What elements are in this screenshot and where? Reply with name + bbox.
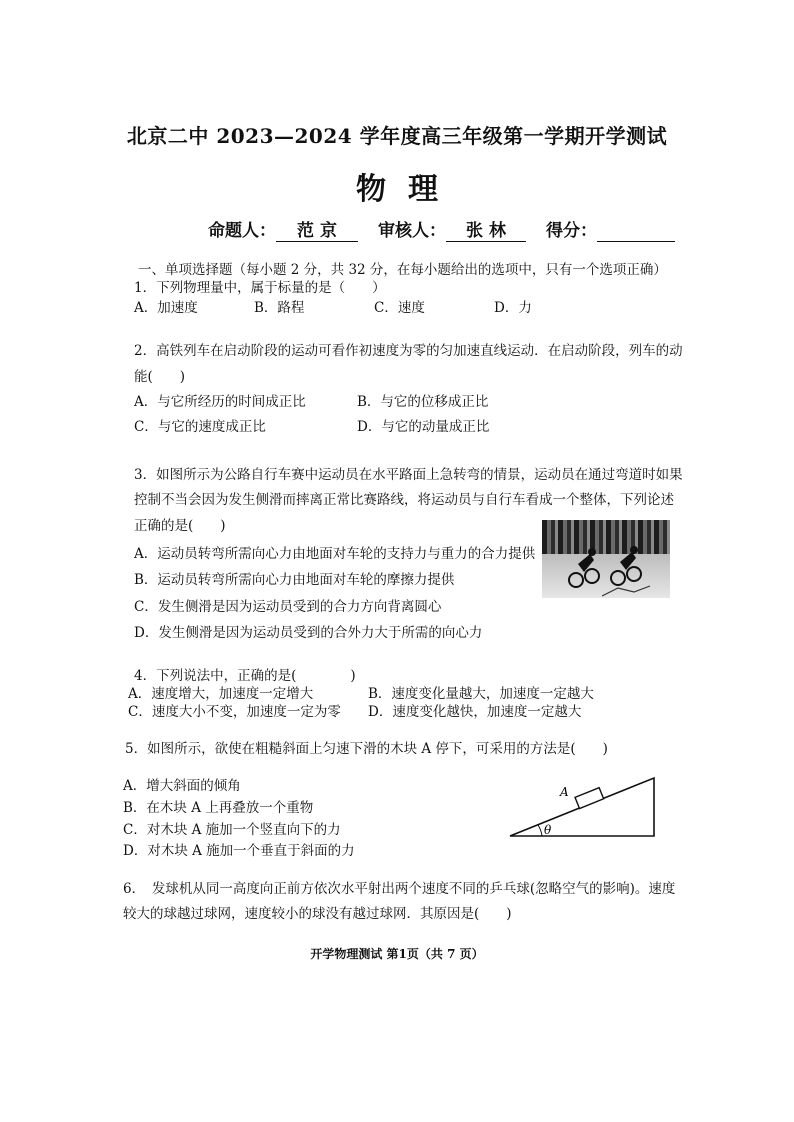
reviewer-label: 审核人：	[378, 221, 446, 241]
subject-title: 物理	[356, 172, 460, 207]
q2-stem-line2: 能( )	[134, 369, 186, 385]
cyclist-photo	[542, 520, 670, 598]
q2-stem-line1: 2．高铁列车在启动阶段的运动可看作初速度为零的匀加速直线运动．在启动阶段，列车的动	[134, 343, 683, 359]
q6-stem-line2: 较大的球越过球网，速度较小的球没有越过球网．其原因是( )	[123, 906, 512, 922]
q5-option-c: C．对木块 A 施加一个竖直向下的力	[123, 822, 341, 838]
q5-option-a: A．增大斜面的倾角	[123, 778, 241, 794]
score-blank	[597, 223, 675, 242]
q5-option-b: B．在木块 A 上再叠放一个重物	[123, 800, 314, 816]
angle-label: θ	[544, 823, 552, 837]
proposer-name: 范 京	[276, 216, 358, 242]
q2-option-b: B．与它的位移成正比	[357, 394, 489, 410]
cyclists-figure	[542, 520, 670, 598]
q3-option-b: B．运动员转弯所需向心力由地面对车轮的摩擦力提供	[134, 572, 455, 588]
proposer-label: 命题人：	[208, 221, 276, 241]
incline-figure	[508, 775, 658, 839]
q1-option-d: D．力	[494, 300, 532, 316]
block-a	[575, 788, 604, 809]
q3-option-a: A．运动员转弯所需向心力由地面对车轮的支持力与重力的合力提供	[134, 546, 536, 562]
page-footer: 开学物理测试 第1页（共 7 页）	[310, 947, 484, 961]
q5-option-d: D．对木块 A 施加一个垂直于斜面的力	[123, 843, 355, 859]
block-label: A	[560, 785, 569, 799]
q2-option-a: A．与它所经历的时间成正比	[134, 394, 306, 410]
q1-option-b: B．路程	[254, 300, 305, 316]
score-label: 得分：	[546, 221, 597, 241]
q3-option-c: C．发生侧滑是因为运动员受到的合力方向背离圆心	[134, 599, 442, 615]
angle-arc	[538, 825, 542, 836]
q1-option-c: C．速度	[374, 300, 425, 316]
section1-heading: 一、单项选择题（每小题 2 分，共 32 分，在每小题给出的选项中，只有一个选项正确）	[138, 262, 667, 278]
q3-stem-line3: 正确的是( )	[134, 518, 226, 534]
q1-stem: 1．下列物理量中，属于标量的是（ ）	[134, 280, 386, 296]
q4-option-c: C．速度大小不变，加速度一定为零	[128, 704, 341, 720]
author-line	[208, 216, 675, 242]
exam-title: 北京二中 2023—2024 学年度高三年级第一学期开学测试	[126, 124, 668, 148]
incline-diagram	[508, 775, 658, 843]
q3-stem-line2: 控制不当会因为发生侧滑而摔离正常比赛路线，将运动员与自行车看成一个整体，下列论述	[134, 492, 674, 508]
q5-stem: 5．如图所示，欲使在粗糙斜面上匀速下滑的木块 A 停下，可采用的方法是( )	[125, 741, 608, 757]
q6-stem-line1: 6． 发球机从同一高度向正前方依次水平射出两个速度不同的乒乓球(忽略空气的影响)。速度	[123, 881, 676, 897]
q3-option-d: D．发生侧滑是因为运动员受到的合外力大于所需的向心力	[134, 625, 483, 641]
q4-option-d: D．速度变化越快，加速度一定越大	[368, 704, 582, 720]
q4-option-b: B．速度变化量越大，加速度一定越大	[368, 686, 594, 702]
q4-option-a: A．速度增大，加速度一定增大	[128, 686, 314, 702]
reviewer-name: 张 林	[446, 216, 526, 242]
q2-option-c: C．与它的速度成正比	[134, 419, 266, 435]
q1-option-a: A．加速度	[134, 300, 198, 316]
q3-stem-line1: 3．如图所示为公路自行车赛中运动员在水平路面上急转弯的情景，运动员在通过弯道时如果	[134, 467, 683, 483]
q4-stem: 4．下列说法中，正确的是( )	[134, 668, 356, 684]
q2-option-d: D．与它的动量成正比	[357, 419, 490, 435]
